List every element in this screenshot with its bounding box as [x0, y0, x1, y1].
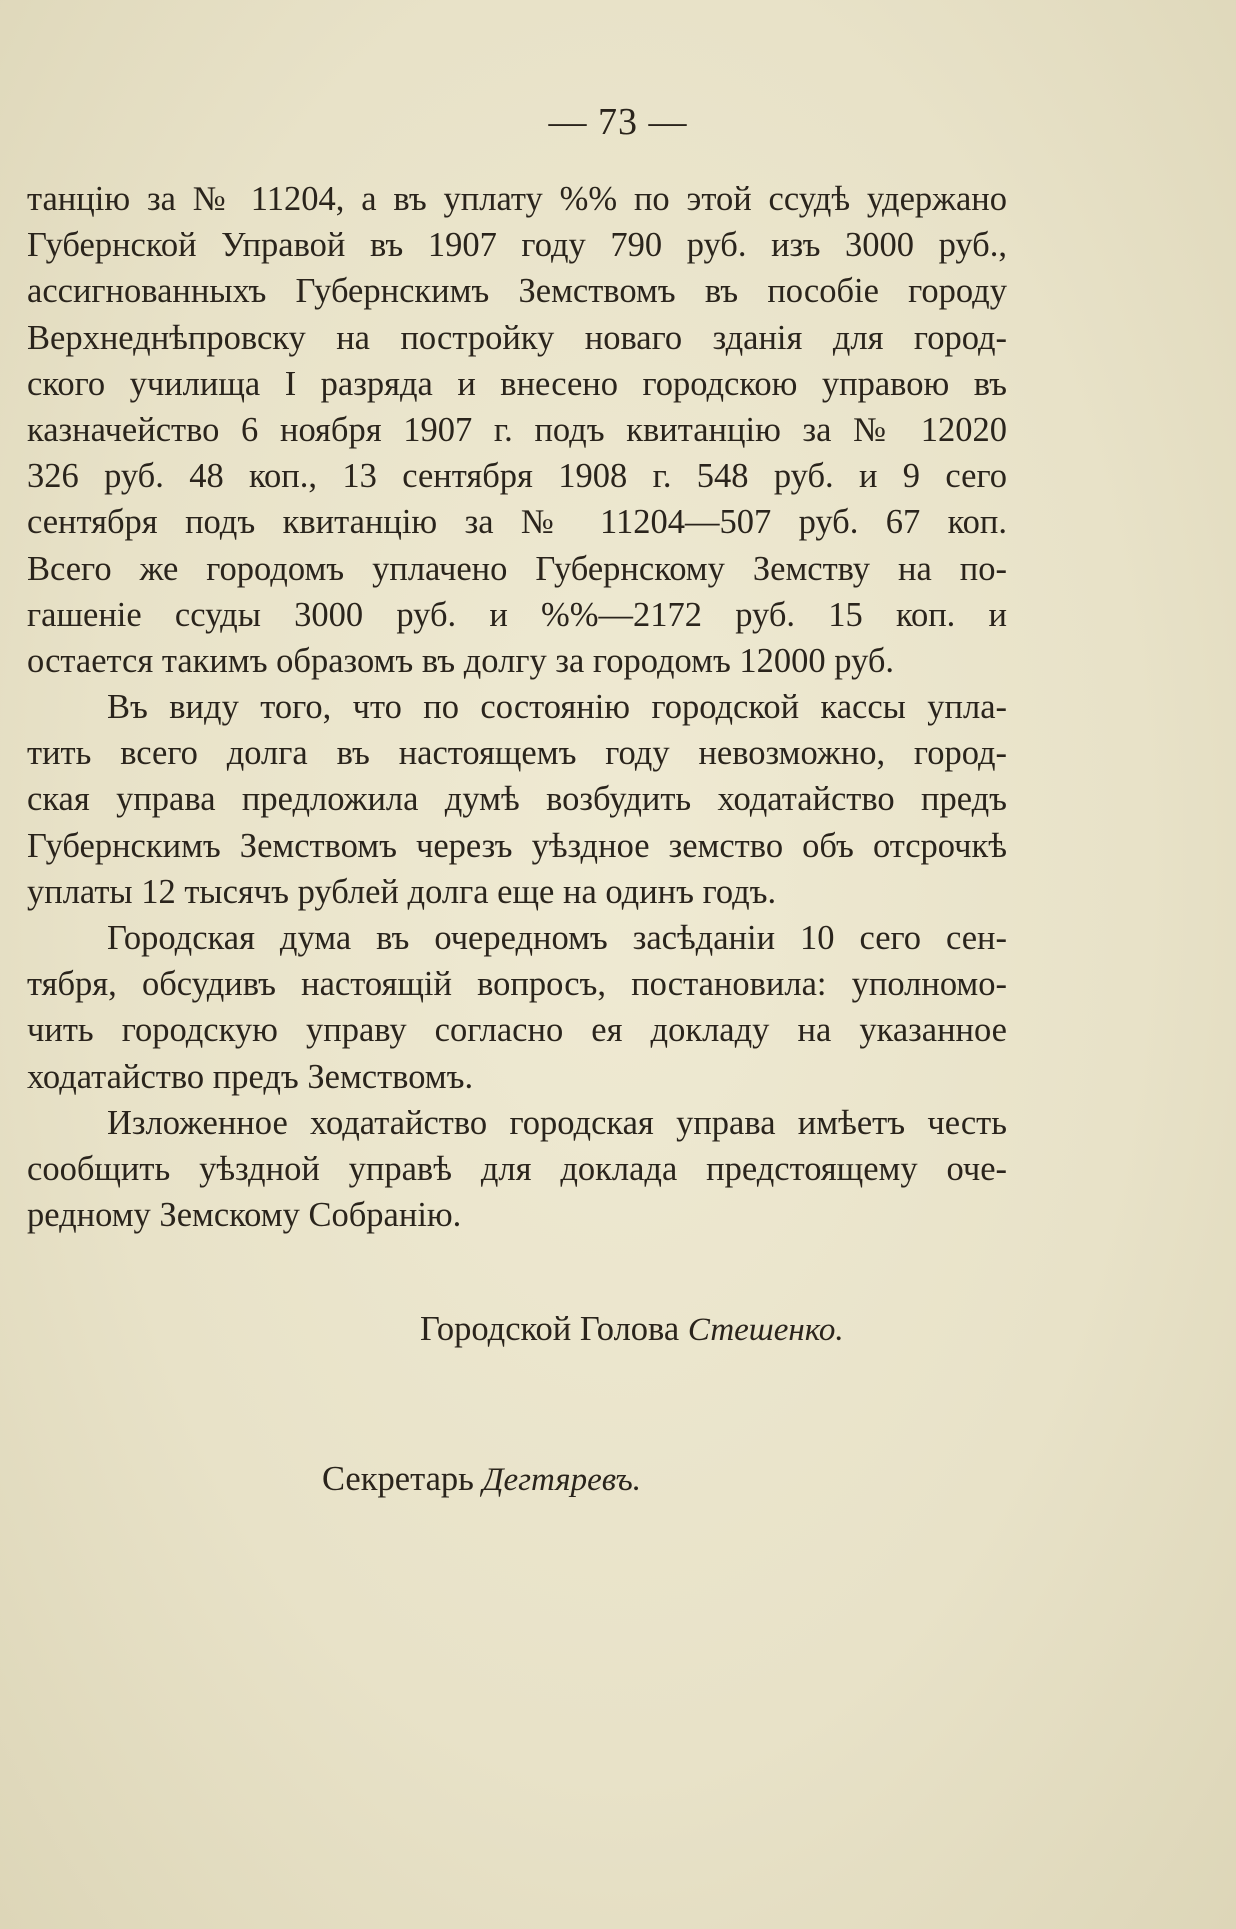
text-line: уплаты 12 тысячъ рублей долга еще на одинъ годъ.: [27, 872, 777, 911]
text-line: остается такимъ образомъ въ долгу за городомъ 12000 руб.: [27, 641, 895, 680]
text-line: казначейство 6 ноября 1907 г. подъ квитанцію за № 12020: [27, 410, 1007, 449]
head-title: Городской Голова: [420, 1310, 680, 1348]
text-line: ского училища I разряда и внесено городскою управою въ: [27, 364, 1007, 403]
text-line: ходатайство предъ Земствомъ.: [27, 1057, 474, 1096]
text-line: редному Земскому Собранію.: [27, 1196, 462, 1235]
secretary-signature: [322, 1460, 641, 1499]
text-line: ассигнованныхъ Губернскимъ Земствомъ въ пособіе городу: [27, 272, 1007, 311]
text-line: Городская дума въ очередномъ засѣданіи 10 сего сен-: [107, 919, 1007, 957]
body-text: [27, 176, 1007, 1238]
head-name: Стешенко.: [687, 1312, 844, 1348]
text-line: Верхнеднѣпровску на постройку новаго зданія для город-: [27, 318, 1007, 357]
text-line: Всего же городомъ уплачено Губернскому Земству на по-: [27, 549, 1007, 588]
text-line: ская управа предложила думѣ возбудить ходатайство предъ: [27, 780, 1007, 819]
page-number: — 73 —: [548, 101, 688, 143]
head-signature: [420, 1310, 844, 1349]
text-line: Въ виду того, что по состоянію городской кассы упла-: [107, 688, 1007, 727]
text-line: чить городскую управу согласно ея докладу на указанное: [27, 1011, 1007, 1050]
text-line: сообщить уѣздной управѣ для доклада предстоящему оче-: [27, 1149, 1007, 1188]
text-line: Изложенное ходатайство городская управа имѣетъ честь: [107, 1103, 1007, 1142]
text-line: 326 руб. 48 коп., 13 сентября 1908 г. 548 руб. и 9 сего: [27, 457, 1007, 496]
secretary-name: Дегтяревъ.: [482, 1462, 642, 1498]
text-line: Губернской Управой въ 1907 году 790 руб. изъ 3000 руб.,: [27, 226, 1007, 265]
text-line: танцію за № 11204, а въ уплату %% по этой ссудѣ удержано: [27, 180, 1007, 218]
text-line: тября, обсудивъ настоящій вопросъ, постановила: уполномо-: [27, 965, 1007, 1004]
text-line: сентября подъ квитанцію за № 11204—507 руб. 67 коп.: [27, 503, 1007, 542]
text-line: тить всего долга въ настоящемъ году невозможно, город-: [27, 734, 1007, 773]
secretary-title: Секретарь: [322, 1460, 474, 1498]
text-line: гашеніе ссуды 3000 руб. и %%—2172 руб. 15 коп. и: [27, 595, 1007, 634]
text-line: Губернскимъ Земствомъ черезъ уѣздное земство объ отсрочкѣ: [27, 826, 1007, 865]
